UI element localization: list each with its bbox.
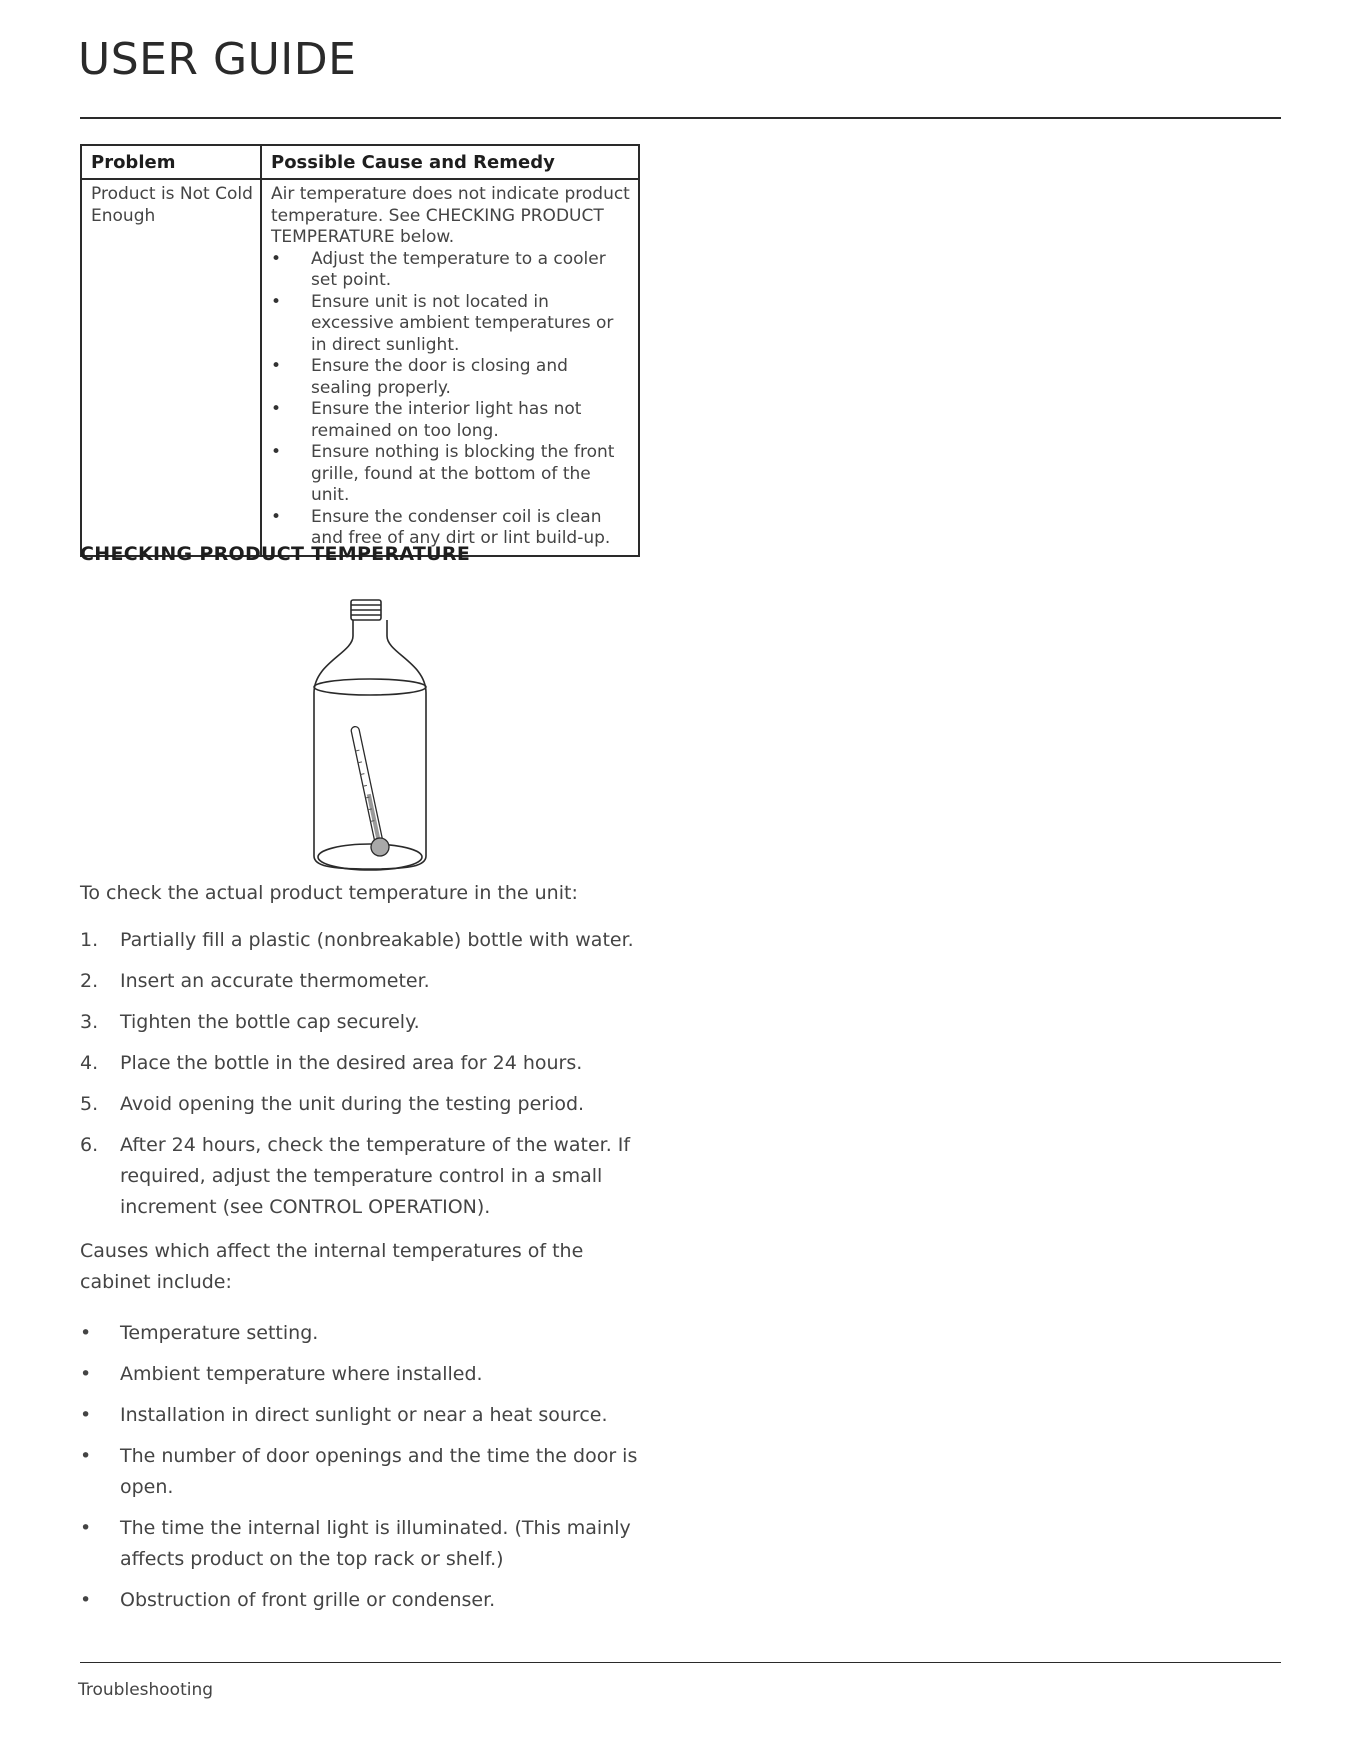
cause-item: • The number of door openings and the time the door is open. bbox=[80, 1441, 640, 1503]
remedy-item: • Ensure nothing is blocking the front grille, found at the bottom of the unit. bbox=[271, 442, 632, 507]
cause-item: • Obstruction of front grille or condenser. bbox=[80, 1585, 640, 1616]
remedy-list bbox=[271, 249, 632, 550]
step-number: 5. bbox=[80, 1093, 99, 1115]
step-text: Insert an accurate thermometer. bbox=[120, 970, 430, 992]
remedy-item: • Ensure the interior light has not remained on too long. bbox=[271, 399, 632, 442]
step-item bbox=[80, 966, 640, 997]
header-divider bbox=[80, 117, 1281, 119]
troubleshooting-table bbox=[80, 144, 640, 557]
step-item bbox=[80, 1048, 640, 1079]
step-item bbox=[80, 925, 640, 956]
step-text: Place the bottle in the desired area for 24 hours. bbox=[120, 1052, 583, 1074]
remedy-item: • Ensure the condenser coil is clean and free of any dirt or lint build-up. bbox=[271, 507, 632, 550]
step-item bbox=[80, 1007, 640, 1038]
step-number: 2. bbox=[80, 970, 99, 992]
step-text: Tighten the bottle cap securely. bbox=[120, 1011, 420, 1033]
step-text: Partially fill a plastic (nonbreakable) bottle with water. bbox=[120, 929, 634, 951]
bottle-thermometer-illustration bbox=[300, 598, 440, 873]
remedy-item: • Ensure unit is not located in excessive ambient temperatures or in direct sunlight. bbox=[271, 292, 632, 357]
cause-remedy-cell bbox=[261, 179, 639, 556]
cause-item: • Ambient temperature where installed. bbox=[80, 1359, 640, 1390]
footer-section-label: Troubleshooting bbox=[78, 1680, 214, 1700]
column-header-problem: Problem bbox=[81, 145, 261, 179]
step-number: 6. bbox=[80, 1134, 99, 1156]
problem-cell: Product is Not Cold Enough bbox=[81, 179, 261, 556]
step-item bbox=[80, 1130, 640, 1223]
column-header-cause-remedy: Possible Cause and Remedy bbox=[261, 145, 639, 179]
remedy-item: • Ensure the door is closing and sealing properly. bbox=[271, 356, 632, 399]
page-title: USER GUIDE bbox=[78, 34, 357, 85]
table-row bbox=[81, 179, 639, 556]
step-text: After 24 hours, check the temperature of the water. If required, adjust the temperature control in a small increment (see CONTROL OPERATION). bbox=[120, 1134, 631, 1218]
step-number: 1. bbox=[80, 929, 99, 951]
remedy-item: • Adjust the temperature to a cooler set point. bbox=[271, 249, 632, 292]
cause-item: • Installation in direct sunlight or near a heat source. bbox=[80, 1400, 640, 1431]
step-item bbox=[80, 1089, 640, 1120]
table-header-row bbox=[81, 145, 639, 179]
section-heading: CHECKING PRODUCT TEMPERATURE bbox=[80, 543, 471, 565]
instructions-intro: To check the actual product temperature in the unit: bbox=[80, 882, 578, 904]
cause-item: • Temperature setting. bbox=[80, 1318, 640, 1349]
causes-intro: Causes which affect the internal temperatures of the cabinet include: bbox=[80, 1240, 584, 1293]
step-text: Avoid opening the unit during the testing period. bbox=[120, 1093, 585, 1115]
causes-list bbox=[80, 1318, 640, 1626]
footer-divider bbox=[80, 1662, 1281, 1663]
step-number: 3. bbox=[80, 1011, 99, 1033]
step-number: 4. bbox=[80, 1052, 99, 1074]
cause-item: • The time the internal light is illuminated. (This mainly affects product on the top rack or shelf.) bbox=[80, 1513, 640, 1575]
steps-list bbox=[80, 925, 640, 1233]
cause-text: Air temperature does not indicate product temperature. See CHECKING PRODUCT TEMPERATURE below. bbox=[271, 184, 630, 247]
